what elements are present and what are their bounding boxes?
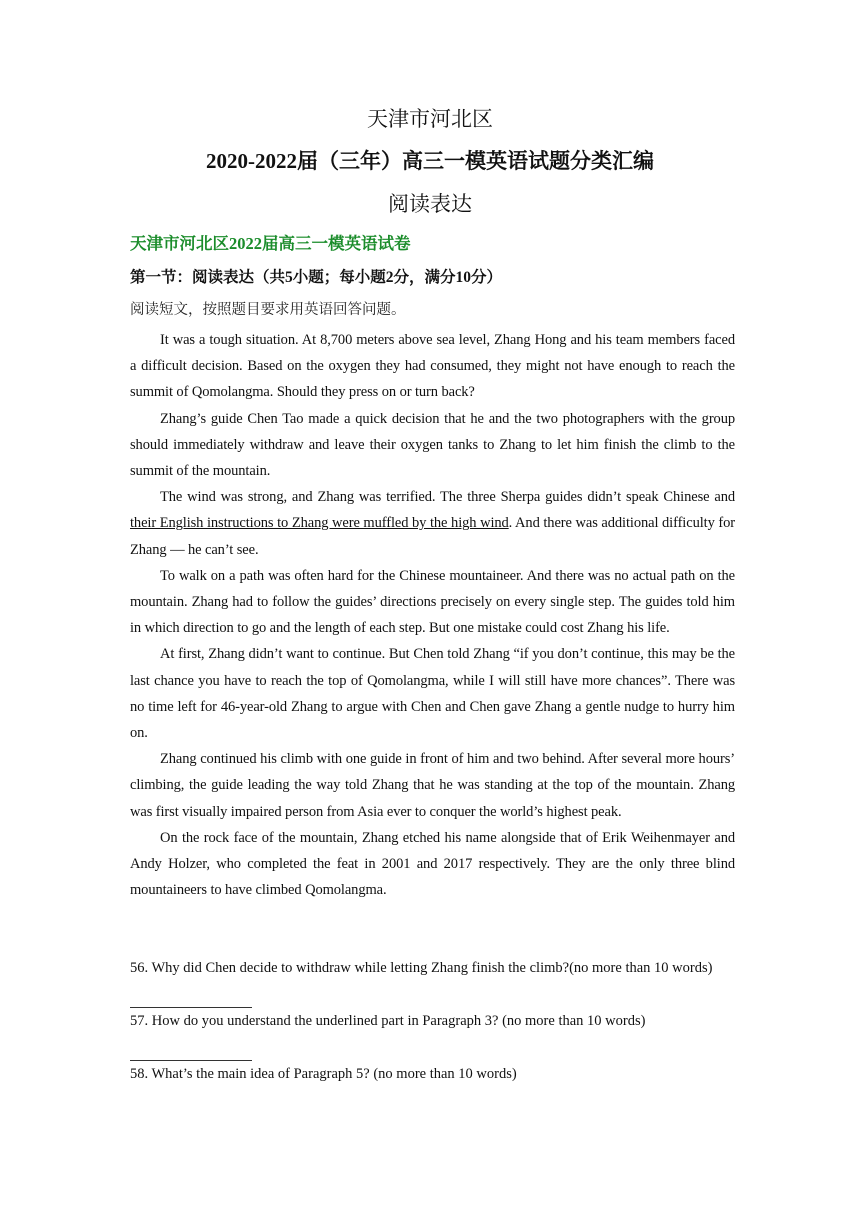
paragraph-7: On the rock face of the mountain, Zhang etched his name alongside that of Erik Weihenmayer and Andy Holzer, who completed the feat in 2001 and 2017 respectively. They are the only three blind mountaineers to have climbed Qomolangma. (130, 829, 735, 899)
question-list (130, 955, 735, 1088)
question-58: 58. What’s the main idea of Paragraph 5? (no more than 10 words) (130, 1066, 517, 1083)
paragraph-3 (130, 484, 735, 563)
paragraph-2: Zhang’s guide Chen Tao made a quick decision that he and the two photographers with the group should immediately withdraw and leave their oxygen tanks to Zhang to let him finish the climb to the summit of the mountain. (130, 410, 735, 480)
header-topic: 阅读表达 (388, 192, 472, 216)
paragraph-1: It was a tough situation. At 8,700 meters above sea level, Zhang Hong and his team members faced a difficult decision. Based on the oxygen they had consumed, they might not have enough to reach the summit of Qomolangma. Should they press on or turn back? (130, 332, 735, 401)
paragraph-5: At first, Zhang didn’t want to continue. But Chen told Zhang “if you don’t continue, this may be the last chance you have to reach the top of Qomolangma, while I will still have more chances”. There was no time left for 46-year-old Zhang to argue with Chen and Chen gave Zhang a gentle nudge to hurry him on. (130, 646, 735, 742)
underlined-phrase: their English instructions to Zhang were muffled by the high wind (130, 515, 509, 532)
header-region: 天津市河北区 (367, 107, 493, 131)
question-57: 57. How do you understand the underlined part in Paragraph 3? (no more than 10 words) (130, 1013, 646, 1030)
part-title: 第一节：阅读表达（共5小题；每小题2分，满分10分） (130, 269, 503, 286)
paragraph-3-end: . And there was additional difficulty for Zhang — he can’t see. (130, 515, 735, 558)
paragraph-4: To walk on a path was often hard for the Chinese mountaineer. And there was no actual path on the mountain. Zhang had to follow the guides’ directions precisely on every single step. The guides told him in which direction to go and the length of each step. But one mistake could cost Zhang his life. (130, 567, 735, 637)
instruction-text: 阅读短文，按照题目要求用英语回答问题。 (130, 302, 406, 318)
reading-passage (130, 327, 735, 903)
answer-line-56[interactable] (130, 991, 252, 1008)
header-exam-series: 2020-2022届（三年）高三一模英语试题分类汇编 (206, 149, 654, 173)
question-56: 56. Why did Chen decide to withdraw while letting Zhang finish the climb?(no more than 10 words) (130, 960, 713, 976)
answer-line-57[interactable] (130, 1044, 252, 1061)
paragraph-3-start: The wind was strong, and Zhang was terrified. The three Sherpa guides didn’t speak Chinese and (160, 489, 735, 506)
paragraph-6: Zhang continued his climb with one guide in front of him and two behind. After several more hours’ climbing, the guide leading the way told Zhang that he was standing at the top of the mountain. Zhang was first visually impaired person from Asia ever to conquer the world’s highest peak. (130, 751, 735, 820)
section-title: 天津市河北区2022届高三一模英语试卷 (130, 234, 411, 253)
